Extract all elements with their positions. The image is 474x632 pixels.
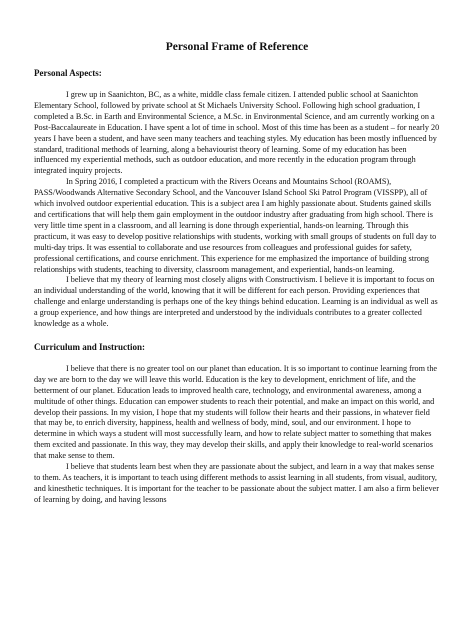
paragraph: I grew up in Saanichton, BC, as a white, middle class female citizen. I attended public school at Saanichton Elementary School, followed by private school at St Michaels University School. Following high school graduation, I completed a B.Sc. in Earth and Environmental Science, a M.Sc. in Environmental Science, and am currently working on a Post-Baccalaureate in Education. I have spent a lot of time in school. Most of this time has been as a student – for nearly 20 years I have been a student, and have seen many teachers and teaching styles. My education has been mostly influenced by standard, traditional methods of learning, along a behaviourist theory of learning. Some of my education has been influenced my experiential methods, such as outdoor education, and more recently in the education program through integrated inquiry projects. [34, 90, 440, 176]
section-heading: Curriculum and Instruction: [34, 341, 146, 352]
document-title: Personal Frame of Reference [165, 41, 309, 53]
section-curriculum-and-instruction [34, 341, 440, 506]
paragraph: I believe that students learn best when they are passionate about the subject, and learn in a way that makes sense to them. As teachers, it is important to teach using different methods to assist learning in all students, from visual, auditory, and kinesthetic techniques. It is important for the teacher to be passionate about the subject matter. I am also a firm believer of learning by doing, and having lessons [34, 462, 439, 504]
section-personal-aspects [34, 67, 440, 330]
paragraph: I believe that my theory of learning most closely aligns with Constructivism. I believe it is important to focus on an individual understanding of the world, knowing that it will be different for each person. Providing experiences that challenge and enlarge understanding is perhaps one of the key things behind education. Learning is an individual as well as a group experience, and how things are interpreted and understood by the individuals contributes to a greater collected knowledge as a whole. [34, 275, 438, 329]
paragraph: I believe that there is no greater tool on our planet than education. It is so important to continue learning from the day we are born to the day we will leave this world. Education is the key to development, enrichment of life, and the betterment of our planet. Education leads to improved health care, technology, and environmental awareness, among a multitude of other things. Education can empower students to reach their potential, and make an impact on this world, and develop their passions. In my vision, I hope that my students will follow their hearts and their passions, in whatever field that may be, to enrich diversity, happiness, health and wellness of body, mind, soul, and our environment. I hope to determine in which ways a student will most successfully learn, and how to relate subject matter to something that makes them excited and passionate. In this way, they may develop their skills, and apply their knowledge to real-world scenarios that make sense to them. [34, 363, 438, 461]
section-heading: Personal Aspects: [34, 68, 102, 78]
paragraph: In Spring 2016, I completed a practicum with the Rivers Oceans and Mountains School (ROAMS), PASS/Woodwands Alternative Secondary School, and the Vancouver Island School Ski Patrol Program (VISSPP), all of which involved outdoor experiential education. This is a subject area I am highly passionate about. Students gained skills and certifications that will help them gain employment in the outdoor industry after graduating from high school. There is very little time spent in a classroom, and all learning is done through experiential, hands-on learning. Through this practicum, it was easy to develop positive relationships with students, working with small groups of students on full day to multi-day trips. It was essential to collaborate and use resources from colleagues and professional guides for safety, professional certifications, and course enrichment. This experience for me emphasized the importance of building strong relationships with students, teaching to diversity, classroom management, and experiential, hands-on learning. [34, 177, 437, 274]
